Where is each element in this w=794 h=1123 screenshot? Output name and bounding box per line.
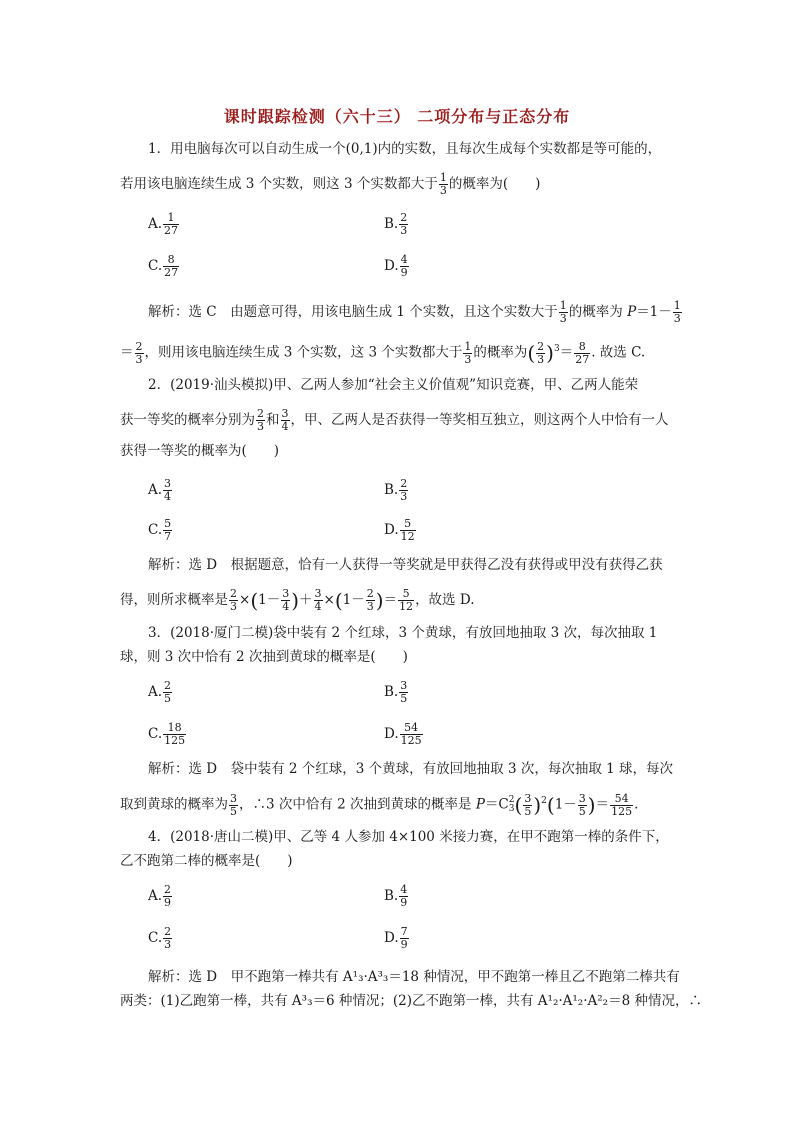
- q3-line2: 球，则 3 次中恰有 2 次抽到黄球的概率是( ): [120, 649, 408, 665]
- q3-solution-line2: 取到黄球的概率为 $\frac{3}{5}$ ，∴3 次中恰有 2 次抽到黄球的概率是 P＝C 2 3 ( $\frac{3}{5}$ )$^2$(1－ $\frac{3}{5}$ )＝ $\frac{54}{125}$ .: [120, 791, 639, 818]
- q4-option-d: D. $\frac{7}{9}$: [384, 925, 408, 951]
- q4-solution-line1: 解析：选 D 甲不跑第一棒共有 A¹₃·A³₃＝18 种情况，甲不跑第一棒且乙不跑第二棒共有: [148, 969, 680, 985]
- q3-option-d: D. $\frac{54}{125}$: [384, 721, 422, 747]
- q1-line1: 1．用电脑每次可以自动生成一个(0,1)内的实数，且每次生成每个实数都是等可能的，: [148, 141, 662, 157]
- q4-line1: 4．(2018·唐山二模)甲、乙等 4 人参加 4×100 米接力赛，在甲不跑第一棒的条件下，: [148, 829, 669, 845]
- q2-option-b: B. $\frac{2}{3}$: [384, 477, 408, 503]
- q3-line1: 3．(2018·厦门二模)袋中装有 2 个红球，3 个黄球，有放回地抽取 3 次，每次抽取 1: [148, 625, 658, 641]
- q2-option-c: C. $\frac{5}{7}$: [148, 517, 172, 543]
- q4-option-a: A. $\frac{2}{9}$: [148, 883, 172, 909]
- q2-option-a: A. $\frac{3}{4}$: [148, 477, 172, 503]
- q1-option-c: C. $\frac{8}{27}$: [148, 253, 179, 279]
- q3-solution-line1: 解析：选 D 袋中装有 2 个红球，3 个黄球，有放回地抽取 3 次，每次抽取 1 球，每次: [148, 761, 674, 777]
- q3-option-b: B. $\frac{3}{5}$: [384, 679, 408, 705]
- page-title: 课时跟踪检测（六十三） 二项分布与正态分布: [223, 107, 571, 126]
- q2-line3: 获得一等奖的概率为( ): [120, 443, 280, 459]
- q1-line2: [120, 172, 540, 197]
- q2-line2: 获一等奖的概率分别为 $\frac{2}{3}$ 和 $\frac{3}{4}$ ，甲、乙两人是否获得一等奖相互独立，则这两个人中恰有一人: [120, 407, 669, 433]
- q2-line1: 2．(2019·汕头模拟)甲、乙两人参加“社会主义价值观”知识竞赛，甲、乙两人能荣: [148, 377, 639, 393]
- q1-solution-line1: 解析：选 C 由题意可得，用该电脑生成 1 个实数，且这个实数大于 $\frac{1}{3}$ 的概率为 P＝1－ $\frac{1}{3}$: [148, 299, 681, 325]
- q3-option-a: A. $\frac{2}{5}$: [148, 679, 172, 705]
- q1-solution-line2: ＝ $\frac{2}{3}$ ，则用该电脑连续生成 3 个实数，这 3 个实数都大于 $\frac{1}{3}$ 的概率为( $\frac{2}{3}$ )$^3$＝ $\frac{8}{27}$ . 故选 C.: [120, 339, 646, 366]
- fraction: $\frac{1}{3}$: [439, 171, 447, 197]
- q3-option-c: C. $\frac{18}{125}$: [148, 721, 186, 747]
- q4-option-c: C. $\frac{2}{3}$: [148, 925, 172, 951]
- q2-option-d: D. $\frac{5}{12}$: [384, 517, 415, 543]
- q1-option-a: A. $\frac{1}{27}$: [148, 211, 179, 237]
- q4-solution-line2: 两类：(1)乙跑第一棒，共有 A³₃＝6 种情况；(2)乙不跑第一棒，共有 A¹₂·A¹₂·A²₂＝8 种情况，∴: [120, 993, 702, 1009]
- q2-solution-line1: 解析：选 D 根据题意，恰有一人获得一等奖就是甲获得乙没有获得或甲没有获得乙获: [148, 557, 663, 573]
- q1-text: 的概率为( ): [448, 176, 541, 192]
- q2-solution-line2: 得，则所求概率是 $\frac{2}{3}$ ×(1－ $\frac{3}{4}$ )＋ $\frac{3}{4}$ ×(1－ $\frac{2}{3}$ )＝ $\frac{5}{12}$ ，故选 D.: [120, 587, 475, 613]
- q1-text: 若用该电脑连续生成 3 个实数，则这 3 个实数都大于: [120, 176, 438, 192]
- q1-option-d: D. $\frac{4}{9}$: [384, 253, 408, 279]
- q1-option-b: B. $\frac{2}{3}$: [384, 211, 408, 237]
- q4-option-b: B. $\frac{4}{9}$: [384, 883, 408, 909]
- q4-line2: 乙不跑第二棒的概率是( ): [120, 853, 293, 869]
